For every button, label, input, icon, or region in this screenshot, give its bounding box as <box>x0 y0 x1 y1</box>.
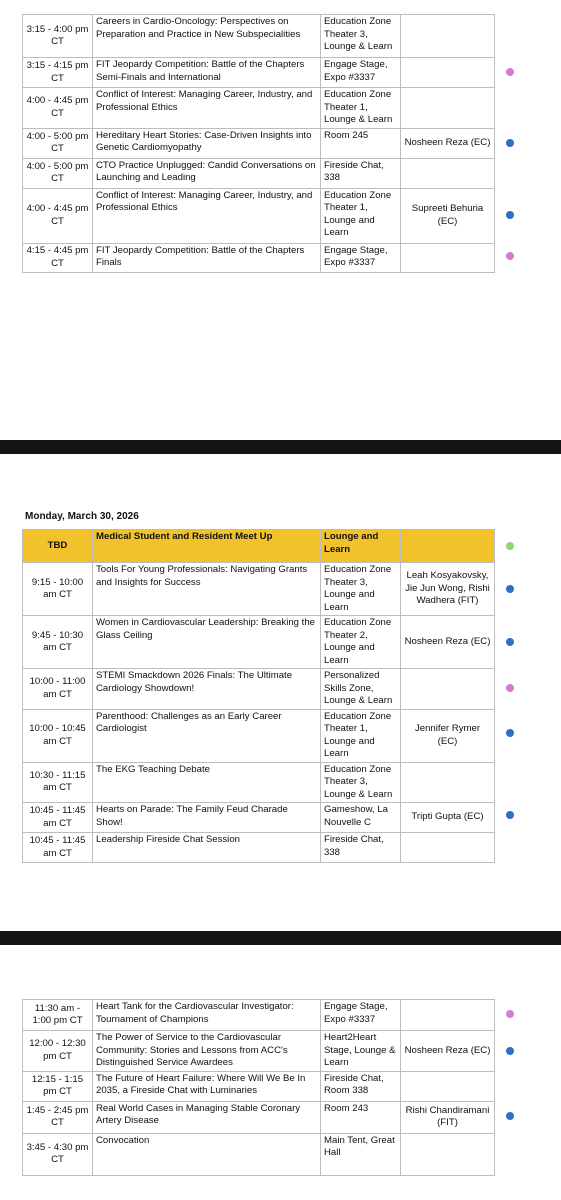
location-cell: Engage Stage, Expo #3337 <box>321 1000 401 1031</box>
time-cell: 10:00 - 11:00 am CT <box>23 669 93 710</box>
speaker-cell <box>401 762 495 803</box>
speaker-cell <box>401 58 495 88</box>
location-cell: Gameshow, La Nouvelle C <box>321 803 401 833</box>
table-row <box>23 709 495 762</box>
session-cell: Conflict of Interest: Managing Career, Industry, and Professional Ethics <box>93 188 321 243</box>
speaker-cell <box>401 243 495 272</box>
speaker-cell: Tripti Gupta (EC) <box>401 803 495 833</box>
time-cell: 12:15 - 1:15 pm CT <box>23 1071 93 1101</box>
table-row <box>23 1071 495 1101</box>
speaker-cell <box>401 1133 495 1175</box>
location-cell: Room 245 <box>321 128 401 158</box>
time-cell: 4:00 - 4:45 pm CT <box>23 88 93 129</box>
header-time-cell: TBD <box>23 530 93 563</box>
category-dot-pink <box>506 252 514 260</box>
speaker-cell: Rishi Chandiramani (FIT) <box>401 1101 495 1133</box>
session-cell: Convocation <box>93 1133 321 1175</box>
time-cell: 4:00 - 4:45 pm CT <box>23 188 93 243</box>
category-dot-pink <box>506 684 514 692</box>
session-cell: Careers in Cardio-Oncology: Perspectives on Preparation and Practice in New Subspecialities <box>93 15 321 58</box>
table-row <box>23 15 495 58</box>
category-dot-blue <box>506 811 514 819</box>
table-row <box>23 58 495 88</box>
header-row <box>23 530 495 563</box>
speaker-cell <box>401 158 495 188</box>
location-cell: Education Zone Theater 3, Lounge and Learn <box>321 563 401 616</box>
category-dot-blue <box>506 729 514 737</box>
page-divider <box>0 440 561 454</box>
location-cell: Engage Stage, Expo #3337 <box>321 243 401 272</box>
category-dot-pink <box>506 1010 514 1018</box>
table-row <box>23 158 495 188</box>
table-row <box>23 669 495 710</box>
session-cell: Women in Cardiovascular Leadership: Breaking the Glass Ceiling <box>93 616 321 669</box>
table-row <box>23 88 495 129</box>
speaker-cell <box>401 669 495 710</box>
location-cell: Education Zone Theater 2, Lounge and Learn <box>321 616 401 669</box>
speaker-cell <box>401 15 495 58</box>
session-cell: Heart Tank for the Cardiovascular Investigator: Tournament of Champions <box>93 1000 321 1031</box>
speaker-cell: Nosheen Reza (EC) <box>401 616 495 669</box>
speaker-cell <box>401 1071 495 1101</box>
category-dot-blue <box>506 638 514 646</box>
category-dot-blue <box>506 1112 514 1120</box>
table-row <box>23 1031 495 1072</box>
table-row <box>23 563 495 616</box>
location-cell: Personalized Skills Zone, Lounge & Learn <box>321 669 401 710</box>
session-cell: Real World Cases in Managing Stable Coronary Artery Disease <box>93 1101 321 1133</box>
speaker-cell: Nosheen Reza (EC) <box>401 128 495 158</box>
time-cell: 3:15 - 4:15 pm CT <box>23 58 93 88</box>
table-row <box>23 833 495 863</box>
session-cell: STEMI Smackdown 2026 Finals: The Ultimate Cardiology Showdown! <box>93 669 321 710</box>
speaker-cell: Nosheen Reza (EC) <box>401 1031 495 1072</box>
speaker-cell <box>401 88 495 129</box>
category-dot-green <box>506 542 514 550</box>
location-cell: Education Zone Theater 1, Lounge and Learn <box>321 709 401 762</box>
category-dot-blue <box>506 139 514 147</box>
location-cell: Room 243 <box>321 1101 401 1133</box>
speaker-cell <box>401 1000 495 1031</box>
table-row <box>23 128 495 158</box>
session-cell: The EKG Teaching Debate <box>93 762 321 803</box>
table-row <box>23 762 495 803</box>
table-row <box>23 188 495 243</box>
session-cell: Hearts on Parade: The Family Feud Charade Show! <box>93 803 321 833</box>
time-cell: 10:45 - 11:45 am CT <box>23 803 93 833</box>
table-row <box>23 1101 495 1133</box>
day-title: Monday, March 30, 2026 <box>25 511 139 522</box>
time-cell: 9:45 - 10:30 am CT <box>23 616 93 669</box>
time-cell: 3:45 - 4:30 pm CT <box>23 1133 93 1175</box>
time-cell: 4:00 - 5:00 pm CT <box>23 128 93 158</box>
session-cell: CTO Practice Unplugged: Candid Conversations on Launching and Leading <box>93 158 321 188</box>
category-dot-blue <box>506 585 514 593</box>
schedule-table-afternoon <box>22 14 495 273</box>
speaker-cell: Jennifer Rymer (EC) <box>401 709 495 762</box>
header-session-cell: Medical Student and Resident Meet Up <box>93 530 321 563</box>
time-cell: 10:00 - 10:45 am CT <box>23 709 93 762</box>
time-cell: 4:00 - 5:00 pm CT <box>23 158 93 188</box>
time-cell: 1:45 - 2:45 pm CT <box>23 1101 93 1133</box>
location-cell: Education Zone Theater 3, Lounge & Learn <box>321 15 401 58</box>
category-dot-blue <box>506 211 514 219</box>
schedule-table-monday <box>22 529 495 863</box>
time-cell: 4:15 - 4:45 pm CT <box>23 243 93 272</box>
category-dot-pink <box>506 68 514 76</box>
header-speaker-cell <box>401 530 495 563</box>
header-location-cell: Lounge and Learn <box>321 530 401 563</box>
speaker-cell <box>401 833 495 863</box>
location-cell: Education Zone Theater 1, Lounge & Learn <box>321 88 401 129</box>
page-divider <box>0 931 561 945</box>
schedule-table-midday <box>22 999 495 1176</box>
location-cell: Fireside Chat, Room 338 <box>321 1071 401 1101</box>
location-cell: Fireside Chat, 338 <box>321 158 401 188</box>
time-cell: 12:00 - 12:30 pm CT <box>23 1031 93 1072</box>
speaker-cell: Supreeti Behuria (EC) <box>401 188 495 243</box>
location-cell: Education Zone Theater 3, Lounge & Learn <box>321 762 401 803</box>
location-cell: Fireside Chat, 338 <box>321 833 401 863</box>
location-cell: Engage Stage, Expo #3337 <box>321 58 401 88</box>
session-cell: The Power of Service to the Cardiovascular Community: Stories and Lessons from ACC's Distinguished Service Awardees <box>93 1031 321 1072</box>
session-cell: The Future of Heart Failure: Where Will We Be In 2035, a Fireside Chat with Luminaries <box>93 1071 321 1101</box>
table-row <box>23 243 495 272</box>
session-cell: Tools For Young Professionals: Navigating Grants and Insights for Success <box>93 563 321 616</box>
location-cell: Heart2Heart Stage, Lounge & Learn <box>321 1031 401 1072</box>
table-row <box>23 1000 495 1031</box>
time-cell: 10:45 - 11:45 am CT <box>23 833 93 863</box>
table-row <box>23 803 495 833</box>
session-cell: FIT Jeopardy Competition: Battle of the Chapters Finals <box>93 243 321 272</box>
category-dot-blue <box>506 1047 514 1055</box>
time-cell: 3:15 - 4:00 pm CT <box>23 15 93 58</box>
session-cell: FIT Jeopardy Competition: Battle of the Chapters Semi-Finals and International <box>93 58 321 88</box>
session-cell: Conflict of Interest: Managing Career, Industry, and Professional Ethics <box>93 88 321 129</box>
location-cell: Main Tent, Great Hall <box>321 1133 401 1175</box>
table-row <box>23 1133 495 1175</box>
location-cell: Education Zone Theater 1, Lounge and Learn <box>321 188 401 243</box>
time-cell: 9:15 - 10:00 am CT <box>23 563 93 616</box>
table-row <box>23 616 495 669</box>
speaker-cell: Leah Kosyakovsky, Jie Jun Wong, Rishi Wadhera (FIT) <box>401 563 495 616</box>
session-cell: Parenthood: Challenges as an Early Career Cardiologist <box>93 709 321 762</box>
session-cell: Hereditary Heart Stories: Case-Driven Insights into Genetic Cardiomyopathy <box>93 128 321 158</box>
time-cell: 11:30 am - 1:00 pm CT <box>23 1000 93 1031</box>
session-cell: Leadership Fireside Chat Session <box>93 833 321 863</box>
time-cell: 10:30 - 11:15 am CT <box>23 762 93 803</box>
